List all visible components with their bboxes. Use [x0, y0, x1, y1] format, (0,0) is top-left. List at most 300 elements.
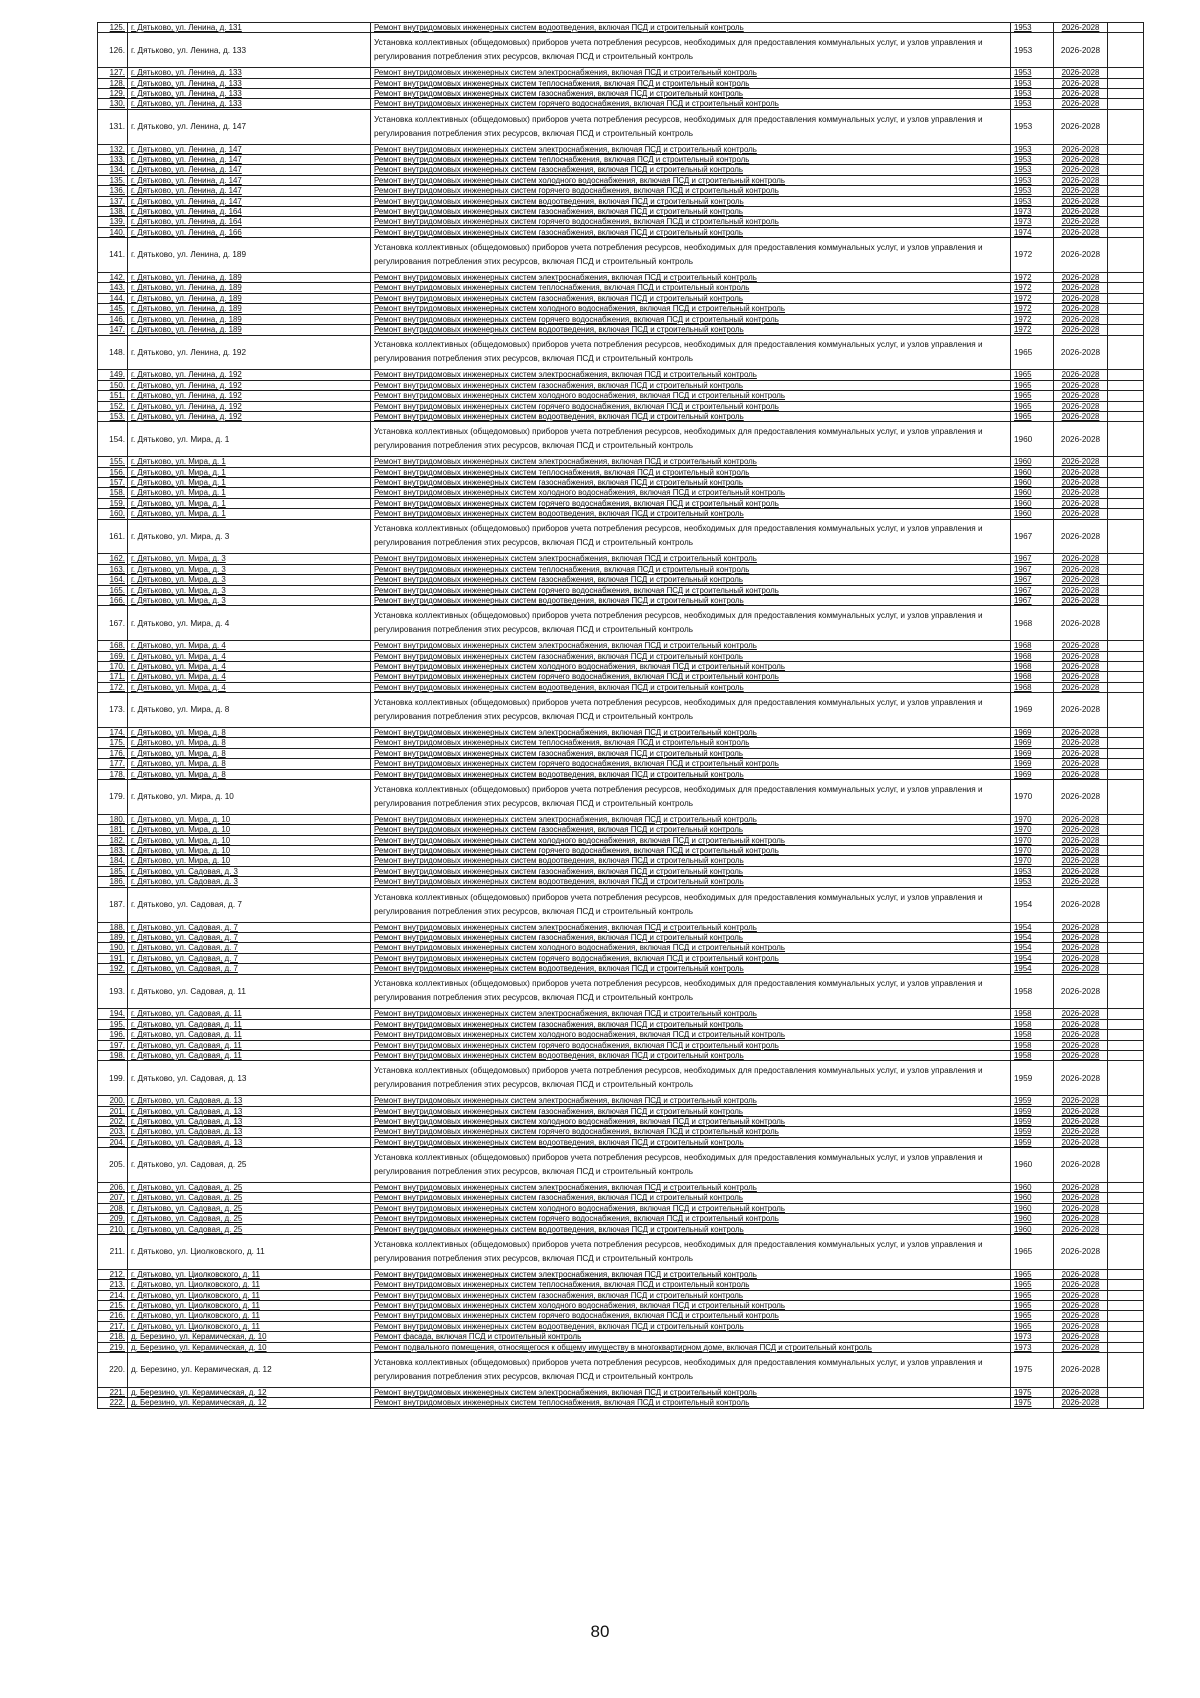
address-cell: г. Дятьково, ул. Ленина, д. 147 — [128, 165, 371, 175]
work-type-cell: Установка коллективных (общедомовых) приборов учета потребления ресурсов, необходимых для предоставления коммунальных услуг, и узлов управления и регулирования потребления этих ресурсов, включая ПСД и строительный контроль — [371, 519, 1011, 554]
year-built-cell: 1965 — [1011, 411, 1054, 421]
planned-period-cell: 2026-2028 — [1054, 856, 1108, 866]
table-row — [98, 89, 1144, 99]
row-number: 162. — [98, 554, 128, 564]
planned-period-cell: 2026-2028 — [1054, 1193, 1108, 1203]
page-number: 80 — [590, 1622, 610, 1641]
work-type-cell: Ремонт внутридомовых инженерных систем горячего водоснабжения, включая ПСД и строительный контроль — [371, 953, 1011, 963]
year-built-cell: 1954 — [1011, 964, 1054, 974]
year-built-cell: 1954 — [1011, 943, 1054, 953]
address-cell: г. Дятьково, ул. Мира, д. 8 — [128, 759, 371, 769]
planned-period-cell: 2026-2028 — [1054, 953, 1108, 963]
row-number: 181. — [98, 825, 128, 835]
empty-cell — [1108, 283, 1144, 293]
empty-cell — [1108, 155, 1144, 165]
planned-period-cell: 2026-2028 — [1054, 165, 1108, 175]
work-type-cell: Ремонт внутридомовых инженерных систем электроснабжения, включая ПСД и строительный контроль — [371, 1096, 1011, 1106]
work-type-cell: Ремонт внутридомовых инженерных систем горячего водоснабжения, включая ПСД и строительный контроль — [371, 1040, 1011, 1050]
work-type-cell: Ремонт внутридомовых инженерных систем водоотведения, включая ПСД и строительный контроль — [371, 196, 1011, 206]
row-number: 132. — [98, 144, 128, 154]
table-row — [98, 1030, 1144, 1040]
planned-period-cell: 2026-2028 — [1054, 814, 1108, 824]
year-built-cell: 1954 — [1011, 953, 1054, 963]
address-cell: г. Дятьково, ул. Ленина, д. 164 — [128, 207, 371, 217]
empty-cell — [1108, 78, 1144, 88]
empty-cell — [1108, 1096, 1144, 1106]
work-type-cell: Ремонт внутридомовых инженерных систем холодного водоснабжения, включая ПСД и строительный контроль — [371, 662, 1011, 672]
table-row — [98, 974, 1144, 1009]
work-type-cell: Ремонт внутридомовых инженерных систем газоснабжения, включая ПСД и строительный контроль — [371, 1290, 1011, 1300]
planned-period-cell: 2026-2028 — [1054, 682, 1108, 692]
work-type-cell: Установка коллективных (общедомовых) приборов учета потребления ресурсов, необходимых для предоставления коммунальных услуг, и узлов управления и регулирования потребления этих ресурсов, включая ПСД и строительный контроль — [371, 109, 1011, 144]
work-type-cell: Ремонт внутридомовых инженерных систем газоснабжения, включая ПСД и строительный контроль — [371, 575, 1011, 585]
work-type-cell: Установка коллективных (общедомовых) приборов учета потребления ресурсов, необходимых для предоставления коммунальных услуг, и узлов управления и регулирования потребления этих ресурсов, включая ПСД и строительный контроль — [371, 335, 1011, 370]
planned-period-cell: 2026-2028 — [1054, 109, 1108, 144]
year-built-cell: 1953 — [1011, 109, 1054, 144]
empty-cell — [1108, 411, 1144, 421]
year-built-cell: 1974 — [1011, 227, 1054, 237]
empty-cell — [1108, 293, 1144, 303]
year-built-cell: 1967 — [1011, 596, 1054, 606]
address-cell: г. Дятьково, ул. Садовая, д. 7 — [128, 887, 371, 922]
row-number: 164. — [98, 575, 128, 585]
planned-period-cell: 2026-2028 — [1054, 457, 1108, 467]
year-built-cell: 1953 — [1011, 68, 1054, 78]
year-built-cell: 1958 — [1011, 1030, 1054, 1040]
table-row — [98, 728, 1144, 738]
planned-period-cell: 2026-2028 — [1054, 519, 1108, 554]
row-number: 187. — [98, 887, 128, 922]
planned-period-cell: 2026-2028 — [1054, 1269, 1108, 1279]
address-cell: г. Дятьково, ул. Садовая, д. 25 — [128, 1214, 371, 1224]
row-number: 129. — [98, 89, 128, 99]
year-built-cell: 1968 — [1011, 662, 1054, 672]
table-row — [98, 769, 1144, 779]
work-type-cell: Ремонт внутридомовых инженерных систем теплоснабжения, включая ПСД и строительный контроль — [371, 1280, 1011, 1290]
planned-period-cell: 2026-2028 — [1054, 227, 1108, 237]
year-built-cell: 1975 — [1011, 1398, 1054, 1408]
empty-cell — [1108, 672, 1144, 682]
work-type-cell: Ремонт внутридомовых инженерных систем водоотведения, включая ПСД и строительный контроль — [371, 596, 1011, 606]
empty-cell — [1108, 457, 1144, 467]
work-type-cell: Установка коллективных (общедомовых) приборов учета потребления ресурсов, необходимых для предоставления коммунальных услуг, и узлов управления и регулирования потребления этих ресурсов, включая ПСД и строительный контроль — [371, 1061, 1011, 1096]
work-type-cell: Установка коллективных (общедомовых) приборов учета потребления ресурсов, необходимых для предоставления коммунальных услуг, и узлов управления и регулирования потребления этих ресурсов, включая ПСД и строительный контроль — [371, 780, 1011, 815]
row-number: 174. — [98, 728, 128, 738]
year-built-cell: 1970 — [1011, 825, 1054, 835]
row-number: 195. — [98, 1019, 128, 1029]
address-cell: г. Дятьково, ул. Мира, д. 3 — [128, 564, 371, 574]
address-cell: г. Дятьково, ул. Садовая, д. 7 — [128, 922, 371, 932]
address-cell: г. Дятьково, ул. Ленина, д. 189 — [128, 238, 371, 273]
year-built-cell: 1960 — [1011, 1148, 1054, 1183]
work-type-cell: Ремонт внутридомовых инженерных систем газоснабжения, включая ПСД и строительный контроль — [371, 866, 1011, 876]
year-built-cell: 1954 — [1011, 932, 1054, 942]
address-cell: г. Дятьково, ул. Садовая, д. 13 — [128, 1116, 371, 1126]
planned-period-cell: 2026-2028 — [1054, 974, 1108, 1009]
empty-cell — [1108, 1398, 1144, 1408]
work-type-cell: Ремонт внутридомовых инженерных систем электроснабжения, включая ПСД и строительный контроль — [371, 457, 1011, 467]
row-number: 191. — [98, 953, 128, 963]
planned-period-cell: 2026-2028 — [1054, 196, 1108, 206]
address-cell: г. Дятьково, ул. Ленина, д. 189 — [128, 314, 371, 324]
planned-period-cell: 2026-2028 — [1054, 217, 1108, 227]
empty-cell — [1108, 217, 1144, 227]
empty-cell — [1108, 554, 1144, 564]
work-type-cell: Ремонт внутридомовых инженерных систем водоотведения, включая ПСД и строительный контроль — [371, 23, 1011, 33]
year-built-cell: 1965 — [1011, 401, 1054, 411]
year-built-cell: 1970 — [1011, 835, 1054, 845]
table-row — [98, 33, 1144, 68]
row-number: 166. — [98, 596, 128, 606]
table-row — [98, 1116, 1144, 1126]
row-number: 178. — [98, 769, 128, 779]
planned-period-cell: 2026-2028 — [1054, 273, 1108, 283]
year-built-cell: 1959 — [1011, 1137, 1054, 1147]
address-cell: г. Дятьково, ул. Ленина, д. 133 — [128, 78, 371, 88]
planned-period-cell: 2026-2028 — [1054, 846, 1108, 856]
address-cell: г. Дятьково, ул. Мира, д. 4 — [128, 651, 371, 661]
table-row — [98, 467, 1144, 477]
empty-cell — [1108, 304, 1144, 314]
planned-period-cell: 2026-2028 — [1054, 662, 1108, 672]
planned-period-cell: 2026-2028 — [1054, 1311, 1108, 1321]
row-number: 203. — [98, 1127, 128, 1137]
row-number: 202. — [98, 1116, 128, 1126]
year-built-cell: 1975 — [1011, 1387, 1054, 1397]
work-type-cell: Установка коллективных (общедомовых) приборов учета потребления ресурсов, необходимых для предоставления коммунальных услуг, и узлов управления и регулирования потребления этих ресурсов, включая ПСД и строительный контроль — [371, 1235, 1011, 1270]
work-type-cell: Ремонт внутридомовых инженерных систем газоснабжения, включая ПСД и строительный контроль — [371, 1193, 1011, 1203]
work-type-cell: Ремонт внутридомовых инженерных систем электроснабжения, включая ПСД и строительный контроль — [371, 1182, 1011, 1192]
table-row — [98, 1106, 1144, 1116]
address-cell: г. Дятьково, ул. Мира, д. 10 — [128, 835, 371, 845]
year-built-cell: 1960 — [1011, 1193, 1054, 1203]
row-number: 168. — [98, 641, 128, 651]
table-row — [98, 943, 1144, 953]
row-number: 159. — [98, 498, 128, 508]
empty-cell — [1108, 835, 1144, 845]
year-built-cell: 1967 — [1011, 554, 1054, 564]
empty-cell — [1108, 1235, 1144, 1270]
row-number: 126. — [98, 33, 128, 68]
table-row — [98, 380, 1144, 390]
planned-period-cell: 2026-2028 — [1054, 738, 1108, 748]
row-number: 151. — [98, 391, 128, 401]
work-type-cell: Ремонт фасада, включая ПСД и строительный контроль — [371, 1332, 1011, 1342]
table-row — [98, 1398, 1144, 1408]
table-row — [98, 238, 1144, 273]
empty-cell — [1108, 585, 1144, 595]
row-number: 136. — [98, 186, 128, 196]
year-built-cell: 1965 — [1011, 1290, 1054, 1300]
empty-cell — [1108, 564, 1144, 574]
address-cell: г. Дятьково, ул. Циолковского, д. 11 — [128, 1235, 371, 1270]
planned-period-cell: 2026-2028 — [1054, 1009, 1108, 1019]
table-row — [98, 227, 1144, 237]
empty-cell — [1108, 380, 1144, 390]
planned-period-cell: 2026-2028 — [1054, 304, 1108, 314]
work-type-cell: Ремонт внутридомовых инженерных систем газоснабжения, включая ПСД и строительный контроль — [371, 89, 1011, 99]
row-number: 183. — [98, 846, 128, 856]
empty-cell — [1108, 165, 1144, 175]
planned-period-cell: 2026-2028 — [1054, 672, 1108, 682]
table-row — [98, 304, 1144, 314]
planned-period-cell: 2026-2028 — [1054, 401, 1108, 411]
work-type-cell: Ремонт внутридомовых инженерных систем холодного водоснабжения, включая ПСД и строительный контроль — [371, 1116, 1011, 1126]
row-number: 206. — [98, 1182, 128, 1192]
row-number: 137. — [98, 196, 128, 206]
empty-cell — [1108, 488, 1144, 498]
work-type-cell: Ремонт внутридомовых инженерных систем холодного водоснабжения, включая ПСД и строительный контроль — [371, 1301, 1011, 1311]
address-cell: г. Дятьково, ул. Циолковского, д. 11 — [128, 1301, 371, 1311]
table-row — [98, 144, 1144, 154]
row-number: 204. — [98, 1137, 128, 1147]
planned-period-cell: 2026-2028 — [1054, 293, 1108, 303]
empty-cell — [1108, 964, 1144, 974]
empty-cell — [1108, 175, 1144, 185]
work-type-cell: Ремонт подвального помещения, относящегося к общему имуществу в многоквартирном доме, включая ПСД и строительный контроль — [371, 1342, 1011, 1352]
empty-cell — [1108, 1061, 1144, 1096]
year-built-cell: 1960 — [1011, 1203, 1054, 1213]
address-cell: г. Дятьково, ул. Садовая, д. 3 — [128, 877, 371, 887]
year-built-cell: 1965 — [1011, 1321, 1054, 1331]
address-cell: г. Дятьково, ул. Ленина, д. 192 — [128, 335, 371, 370]
row-number: 156. — [98, 467, 128, 477]
planned-period-cell: 2026-2028 — [1054, 554, 1108, 564]
row-number: 165. — [98, 585, 128, 595]
address-cell: г. Дятьково, ул. Мира, д. 10 — [128, 856, 371, 866]
row-number: 160. — [98, 509, 128, 519]
work-type-cell: Ремонт внутридомовых инженерных систем электроснабжения, включая ПСД и строительный контроль — [371, 641, 1011, 651]
address-cell: г. Дятьково, ул. Мира, д. 4 — [128, 672, 371, 682]
work-type-cell: Ремонт внутридомовых инженерных систем водоотведения, включая ПСД и строительный контроль — [371, 1137, 1011, 1147]
table-row — [98, 1387, 1144, 1397]
row-number: 218. — [98, 1332, 128, 1342]
year-built-cell: 1960 — [1011, 457, 1054, 467]
work-type-cell: Ремонт внутридомовых инженерных систем водоотведения, включая ПСД и строительный контроль — [371, 325, 1011, 335]
work-type-cell: Ремонт внутридомовых инженерных систем холодного водоснабжения, включая ПСД и строительный контроль — [371, 175, 1011, 185]
row-number: 214. — [98, 1290, 128, 1300]
work-type-cell: Ремонт внутридомовых инженерных систем электроснабжения, включая ПСД и строительный контроль — [371, 273, 1011, 283]
row-number: 211. — [98, 1235, 128, 1270]
year-built-cell: 1967 — [1011, 575, 1054, 585]
work-type-cell: Ремонт внутридомовых инженерных систем горячего водоснабжения, включая ПСД и строительный контроль — [371, 314, 1011, 324]
address-cell: г. Дятьково, ул. Мира, д. 3 — [128, 575, 371, 585]
planned-period-cell: 2026-2028 — [1054, 488, 1108, 498]
table-row — [98, 477, 1144, 487]
year-built-cell: 1958 — [1011, 1009, 1054, 1019]
empty-cell — [1108, 1280, 1144, 1290]
table-row — [98, 1050, 1144, 1060]
work-type-cell: Ремонт внутридомовых инженерных систем холодного водоснабжения, включая ПСД и строительный контроль — [371, 488, 1011, 498]
work-type-cell: Ремонт внутридомовых инженерных систем холодного водоснабжения, включая ПСД и строительный контроль — [371, 304, 1011, 314]
table-row — [98, 662, 1144, 672]
table-row — [98, 964, 1144, 974]
work-type-cell: Ремонт внутридомовых инженерных систем горячего водоснабжения, включая ПСД и строительный контроль — [371, 99, 1011, 109]
empty-cell — [1108, 738, 1144, 748]
empty-cell — [1108, 877, 1144, 887]
planned-period-cell: 2026-2028 — [1054, 335, 1108, 370]
year-built-cell: 1970 — [1011, 814, 1054, 824]
table-body — [98, 23, 1144, 1409]
planned-period-cell: 2026-2028 — [1054, 509, 1108, 519]
year-built-cell: 1970 — [1011, 780, 1054, 815]
table-row — [98, 1290, 1144, 1300]
row-number: 149. — [98, 370, 128, 380]
work-type-cell: Ремонт внутридомовых инженерных систем горячего водоснабжения, включая ПСД и строительный контроль — [371, 217, 1011, 227]
empty-cell — [1108, 814, 1144, 824]
planned-period-cell: 2026-2028 — [1054, 1019, 1108, 1029]
planned-period-cell: 2026-2028 — [1054, 759, 1108, 769]
year-built-cell: 1965 — [1011, 1280, 1054, 1290]
table-row — [98, 186, 1144, 196]
address-cell: г. Дятьково, ул. Ленина, д. 166 — [128, 227, 371, 237]
table-row — [98, 99, 1144, 109]
table-row — [98, 606, 1144, 641]
row-number: 131. — [98, 109, 128, 144]
address-cell: г. Дятьково, ул. Ленина, д. 147 — [128, 186, 371, 196]
table-row — [98, 922, 1144, 932]
work-type-cell: Ремонт внутридомовых инженерных систем газоснабжения, включая ПСД и строительный контроль — [371, 477, 1011, 487]
row-number: 219. — [98, 1342, 128, 1352]
work-type-cell: Ремонт внутридомовых инженерных систем газоснабжения, включая ПСД и строительный контроль — [371, 165, 1011, 175]
planned-period-cell: 2026-2028 — [1054, 467, 1108, 477]
empty-cell — [1108, 1387, 1144, 1397]
work-type-cell: Установка коллективных (общедомовых) приборов учета потребления ресурсов, необходимых для предоставления коммунальных услуг, и узлов управления и регулирования потребления этих ресурсов, включая ПСД и строительный контроль — [371, 887, 1011, 922]
table-row — [98, 488, 1144, 498]
empty-cell — [1108, 866, 1144, 876]
row-number: 190. — [98, 943, 128, 953]
row-number: 184. — [98, 856, 128, 866]
planned-period-cell: 2026-2028 — [1054, 1050, 1108, 1060]
work-type-cell: Ремонт внутридомовых инженерных систем газоснабжения, включая ПСД и строительный контроль — [371, 748, 1011, 758]
table-row — [98, 78, 1144, 88]
address-cell: г. Дятьково, ул. Садовая, д. 7 — [128, 943, 371, 953]
empty-cell — [1108, 856, 1144, 866]
address-cell: г. Дятьково, ул. Мира, д. 8 — [128, 769, 371, 779]
planned-period-cell: 2026-2028 — [1054, 1280, 1108, 1290]
address-cell: д. Березино, ул. Керамическая, д. 12 — [128, 1387, 371, 1397]
work-type-cell: Ремонт внутридомовых инженерных систем водоотведения, включая ПСД и строительный контроль — [371, 1050, 1011, 1060]
work-type-cell: Ремонт внутридомовых инженерных систем горячего водоснабжения, включая ПСД и строительный контроль — [371, 1127, 1011, 1137]
empty-cell — [1108, 325, 1144, 335]
table-row — [98, 693, 1144, 728]
empty-cell — [1108, 932, 1144, 942]
table-row — [98, 422, 1144, 457]
address-cell: г. Дятьково, ул. Мира, д. 3 — [128, 585, 371, 595]
row-number: 179. — [98, 780, 128, 815]
empty-cell — [1108, 1106, 1144, 1116]
row-number: 143. — [98, 283, 128, 293]
planned-period-cell: 2026-2028 — [1054, 964, 1108, 974]
table-row — [98, 1148, 1144, 1183]
work-type-cell: Ремонт внутридомовых инженерных систем горячего водоснабжения, включая ПСД и строительный контроль — [371, 401, 1011, 411]
planned-period-cell: 2026-2028 — [1054, 207, 1108, 217]
table-row — [98, 196, 1144, 206]
planned-period-cell: 2026-2028 — [1054, 932, 1108, 942]
empty-cell — [1108, 1137, 1144, 1147]
planned-period-cell: 2026-2028 — [1054, 606, 1108, 641]
row-number: 193. — [98, 974, 128, 1009]
table-row — [98, 68, 1144, 78]
empty-cell — [1108, 1311, 1144, 1321]
row-number: 188. — [98, 922, 128, 932]
row-number: 170. — [98, 662, 128, 672]
year-built-cell: 1973 — [1011, 1332, 1054, 1342]
table-row — [98, 564, 1144, 574]
address-cell: г. Дятьково, ул. Мира, д. 1 — [128, 477, 371, 487]
table-row — [98, 1137, 1144, 1147]
address-cell: г. Дятьково, ул. Садовая, д. 25 — [128, 1148, 371, 1183]
work-type-cell: Ремонт внутридомовых инженерных систем водоотведения, включая ПСД и строительный контроль — [371, 769, 1011, 779]
work-type-cell: Установка коллективных (общедомовых) приборов учета потребления ресурсов, необходимых для предоставления коммунальных услуг, и узлов управления и регулирования потребления этих ресурсов, включая ПСД и строительный контроль — [371, 33, 1011, 68]
table-row — [98, 1280, 1144, 1290]
empty-cell — [1108, 498, 1144, 508]
empty-cell — [1108, 89, 1144, 99]
table-row — [98, 175, 1144, 185]
table-row — [98, 207, 1144, 217]
year-built-cell: 1965 — [1011, 1269, 1054, 1279]
row-number: 222. — [98, 1398, 128, 1408]
row-number: 169. — [98, 651, 128, 661]
planned-period-cell: 2026-2028 — [1054, 1137, 1108, 1147]
empty-cell — [1108, 109, 1144, 144]
planned-period-cell: 2026-2028 — [1054, 1398, 1108, 1408]
row-number: 200. — [98, 1096, 128, 1106]
address-cell: г. Дятьково, ул. Садовая, д. 13 — [128, 1127, 371, 1137]
table-row — [98, 877, 1144, 887]
address-cell: г. Дятьково, ул. Ленина, д. 192 — [128, 401, 371, 411]
work-type-cell: Ремонт внутридомовых инженерных систем электроснабжения, включая ПСД и строительный контроль — [371, 1387, 1011, 1397]
row-number: 142. — [98, 273, 128, 283]
row-number: 144. — [98, 293, 128, 303]
row-number: 201. — [98, 1106, 128, 1116]
year-built-cell: 1960 — [1011, 1214, 1054, 1224]
empty-cell — [1108, 887, 1144, 922]
table-row — [98, 325, 1144, 335]
work-type-cell: Ремонт внутридомовых инженерных систем газоснабжения, включая ПСД и строительный контроль — [371, 207, 1011, 217]
year-built-cell: 1967 — [1011, 585, 1054, 595]
table-row — [98, 1224, 1144, 1234]
year-built-cell: 1958 — [1011, 1019, 1054, 1029]
planned-period-cell: 2026-2028 — [1054, 877, 1108, 887]
row-number: 155. — [98, 457, 128, 467]
address-cell: г. Дятьково, ул. Мира, д. 4 — [128, 682, 371, 692]
table-row — [98, 1321, 1144, 1331]
table-row — [98, 519, 1144, 554]
year-built-cell: 1968 — [1011, 682, 1054, 692]
year-built-cell: 1953 — [1011, 186, 1054, 196]
planned-period-cell: 2026-2028 — [1054, 477, 1108, 487]
year-built-cell: 1953 — [1011, 165, 1054, 175]
planned-period-cell: 2026-2028 — [1054, 1332, 1108, 1342]
table-row — [98, 866, 1144, 876]
empty-cell — [1108, 1009, 1144, 1019]
row-number: 128. — [98, 78, 128, 88]
year-built-cell: 1965 — [1011, 1301, 1054, 1311]
work-type-cell: Установка коллективных (общедомовых) приборов учета потребления ресурсов, необходимых для предоставления коммунальных услуг, и узлов управления и регулирования потребления этих ресурсов, включая ПСД и строительный контроль — [371, 606, 1011, 641]
planned-period-cell: 2026-2028 — [1054, 99, 1108, 109]
address-cell: г. Дятьково, ул. Ленина, д. 147 — [128, 144, 371, 154]
empty-cell — [1108, 662, 1144, 672]
address-cell: г. Дятьково, ул. Ленина, д. 189 — [128, 325, 371, 335]
planned-period-cell: 2026-2028 — [1054, 314, 1108, 324]
address-cell: г. Дятьково, ул. Мира, д. 1 — [128, 498, 371, 508]
row-number: 163. — [98, 564, 128, 574]
row-number: 180. — [98, 814, 128, 824]
address-cell: г. Дятьково, ул. Циолковского, д. 11 — [128, 1280, 371, 1290]
table-row — [98, 596, 1144, 606]
planned-period-cell: 2026-2028 — [1054, 1353, 1108, 1388]
